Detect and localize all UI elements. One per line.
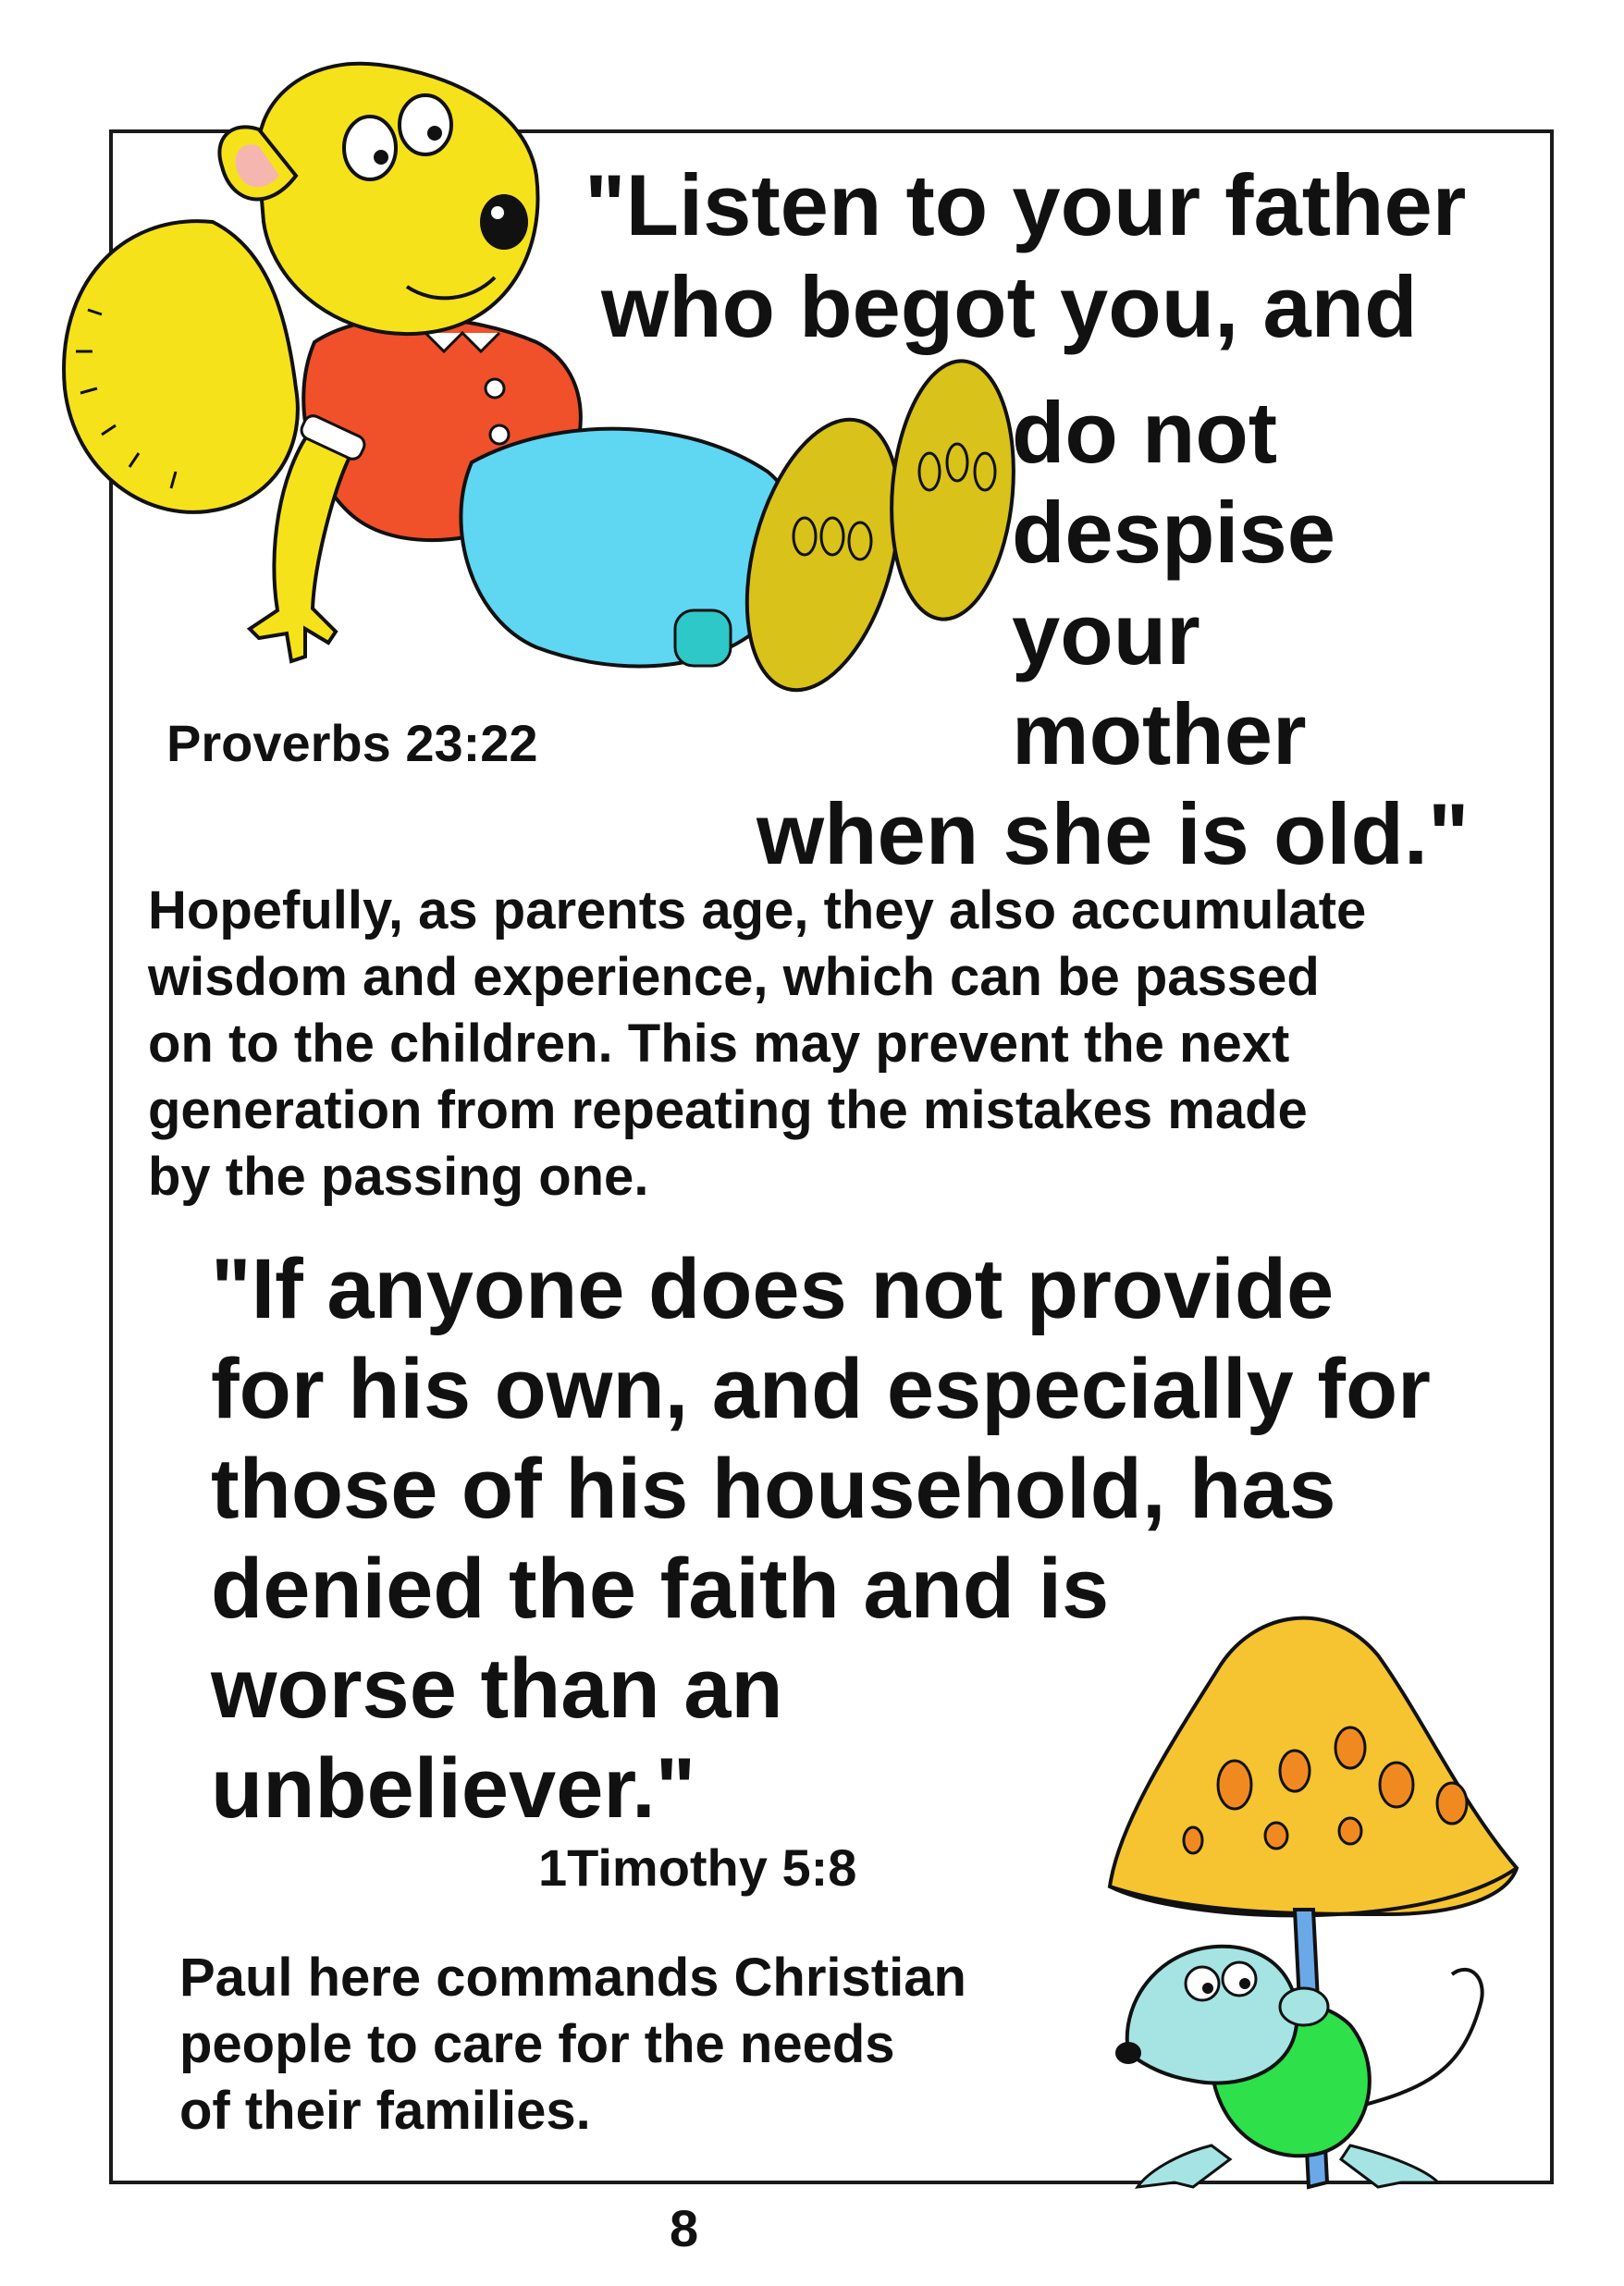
quote1-line2: who begot you, and bbox=[601, 258, 1418, 355]
commentary2-line2: people to care for the needs bbox=[179, 2014, 895, 2074]
commentary1-line5: by the passing one. bbox=[148, 1147, 649, 1207]
mouse-head bbox=[1127, 1947, 1298, 2083]
commentary2-line1: Paul here commands Christian bbox=[179, 1948, 966, 2008]
quote2-line2: for his own, and especially for bbox=[211, 1342, 1431, 1436]
quote1-line3: do not bbox=[1012, 384, 1278, 481]
commentary1-line3: on to the children. This may prevent the next bbox=[148, 1014, 1290, 1074]
quote1-line5: your bbox=[1012, 585, 1200, 682]
commentary1-line4: generation from repeating the mistakes made bbox=[148, 1080, 1308, 1140]
quote2-line6: unbeliever." bbox=[211, 1741, 696, 1836]
squirrel-nose bbox=[480, 194, 528, 250]
quote1-line4: despise bbox=[1012, 484, 1336, 581]
mouse-mushroom-illustration bbox=[1073, 1591, 1591, 2219]
mouse-nose bbox=[1115, 2042, 1141, 2064]
reference1: Proverbs 23:22 bbox=[166, 714, 538, 772]
squirrel-tail bbox=[64, 221, 298, 512]
quote2-line4: denied the faith and is bbox=[211, 1542, 1110, 1636]
quote1-line1: "Listen to your father bbox=[584, 156, 1467, 253]
quote1-line6: mother bbox=[1012, 685, 1307, 782]
commentary1-line1: Hopefully, as parents age, they also accumulate bbox=[148, 880, 1367, 940]
quote2-line1: "If anyone does not provide bbox=[211, 1242, 1335, 1336]
squirrel-foot-right bbox=[881, 356, 1017, 624]
reference2: 1Timothy 5:8 bbox=[538, 1838, 857, 1897]
mushroom-cap bbox=[1110, 1618, 1517, 1914]
squirrel-illustration bbox=[37, 37, 1017, 758]
commentary1-line2: wisdom and experience, which can be passed bbox=[148, 947, 1320, 1007]
quote2-line5: worse than an bbox=[211, 1641, 783, 1736]
commentary2-line3: of their families. bbox=[179, 2081, 591, 2141]
quote1-line7: when she is old." bbox=[757, 785, 1470, 882]
quote2-line3: those of his household, has bbox=[211, 1442, 1336, 1536]
page-number: 8 bbox=[670, 2199, 699, 2257]
